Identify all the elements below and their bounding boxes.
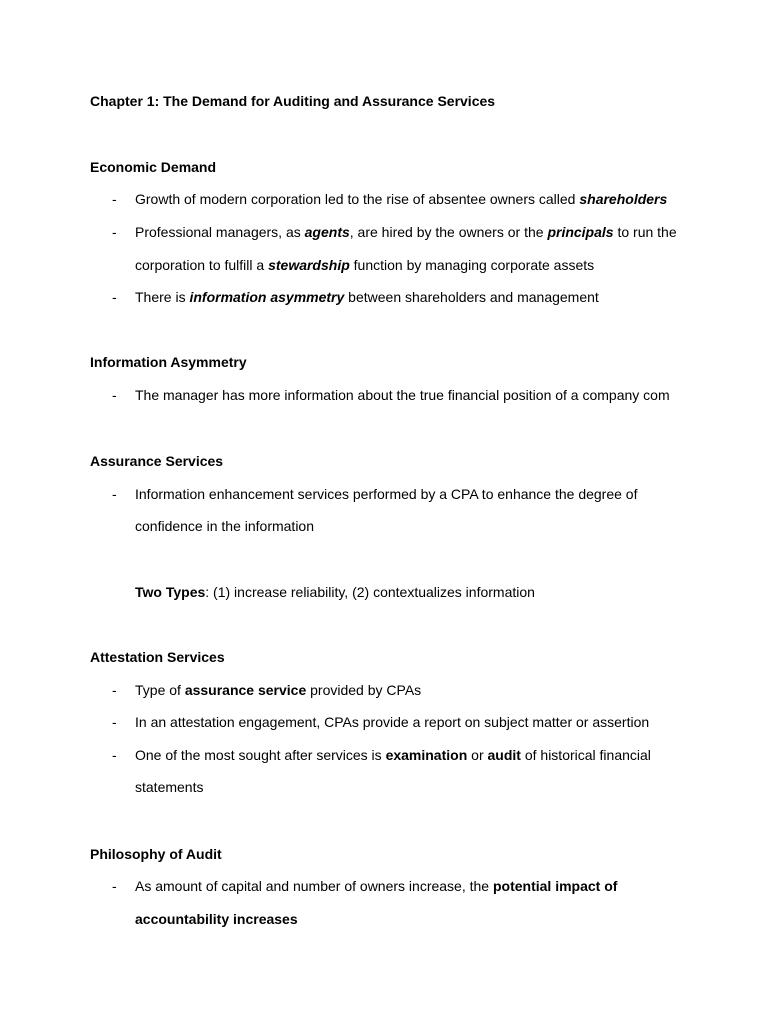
bullet-item — [135, 223, 677, 241]
bullet-dash: - — [112, 191, 117, 207]
bullet-text: corporation to fulfill a — [135, 257, 269, 273]
emphasis-text: information asymmetry — [189, 289, 345, 305]
emphasis-text: stewardship — [268, 257, 350, 273]
bullet-text: of historical financial — [520, 747, 651, 763]
bullet-item — [135, 746, 651, 764]
section-heading-information-asymmetry: Information Asymmetry — [90, 354, 247, 370]
section-heading-philosophy-of-audit: Philosophy of Audit — [90, 846, 222, 862]
chapter-title: Chapter 1: The Demand for Auditing and Assurance Services — [90, 93, 496, 109]
bullet-text: between shareholders and management — [344, 289, 599, 305]
bullet-dash: - — [112, 486, 117, 502]
bullet-continuation — [135, 256, 594, 274]
bullet-item: Information enhancement services performed by a CPA to enhance the degree of — [135, 486, 638, 502]
bullet-dash: - — [112, 682, 117, 698]
emphasis-text: agents — [304, 224, 350, 240]
bullet-item — [135, 877, 617, 895]
bullet-continuation — [135, 910, 298, 928]
bullet-item: In an attestation engagement, CPAs provide a report on subject matter or assertion — [135, 714, 650, 730]
bullet-dash: - — [112, 714, 117, 730]
bullet-text: or — [467, 747, 488, 763]
bullet-text: Growth of modern corporation led to the rise of absentee owners called — [135, 191, 580, 207]
section-heading-economic-demand: Economic Demand — [90, 159, 217, 175]
emphasis-text: assurance service — [184, 682, 307, 698]
bullet-item — [135, 288, 599, 306]
bullet-dash: - — [112, 224, 117, 240]
bullet-text: , are hired by the owners or the — [349, 224, 548, 240]
emphasis-text: audit — [487, 747, 521, 763]
emphasis-text: principals — [547, 224, 614, 240]
emphasis-text: accountability increases — [135, 911, 298, 927]
bullet-text: Type of — [135, 682, 185, 698]
bullet-text: provided by CPAs — [306, 682, 422, 698]
bullet-text: There is — [135, 289, 190, 305]
emphasis-text: shareholders — [579, 191, 668, 207]
bullet-continuation: confidence in the information — [135, 518, 314, 534]
bullet-text: function by managing corporate assets — [349, 257, 595, 273]
bullet-dash: - — [112, 747, 117, 763]
section-heading-attestation-services: Attestation Services — [90, 649, 225, 665]
emphasis-text: examination — [385, 747, 468, 763]
bullet-item — [135, 190, 667, 208]
two-types-label: Two Types — [135, 584, 206, 600]
bullet-dash: - — [112, 387, 117, 403]
bullet-dash: - — [112, 289, 117, 305]
bullet-text: One of the most sought after services is — [135, 747, 386, 763]
bullet-dash: - — [112, 878, 117, 894]
bullet-item — [135, 681, 421, 699]
bullet-text: Professional managers, as — [135, 224, 305, 240]
two-types-text: : (1) increase reliability, (2) contextualizes information — [205, 584, 535, 600]
emphasis-text: potential impact of — [492, 878, 618, 894]
two-types-paragraph — [135, 583, 535, 601]
bullet-text: As amount of capital and number of owners increase, the — [135, 878, 493, 894]
bullet-continuation: statements — [135, 779, 204, 795]
bullet-item: The manager has more information about the true financial position of a company com — [135, 387, 670, 403]
bullet-text: to run the — [613, 224, 677, 240]
section-heading-assurance-services: Assurance Services — [90, 453, 224, 469]
